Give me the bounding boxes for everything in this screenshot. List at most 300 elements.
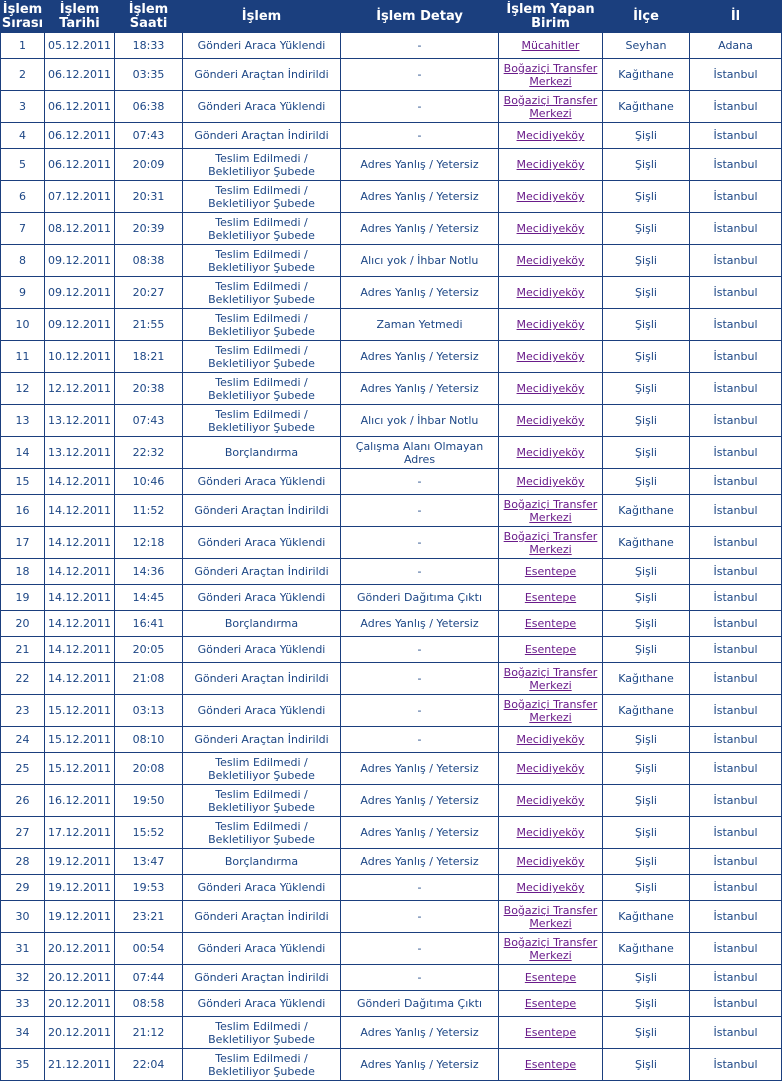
cell-birim — [499, 991, 602, 1016]
cell-islem: Gönderi Araca Yüklendi — [183, 469, 340, 494]
cell-islem: Gönderi Araca Yüklendi — [183, 33, 340, 58]
cell-ilce: Kağıthane — [603, 91, 689, 122]
cell-ilce: Şişli — [603, 277, 689, 308]
cell-birim — [499, 33, 602, 58]
cell-sira: 7 — [1, 213, 44, 244]
cell-birim — [499, 585, 602, 610]
table-row — [1, 585, 781, 610]
cell-sira: 17 — [1, 527, 44, 558]
cell-saat: 20:05 — [115, 637, 182, 662]
cell-il: İstanbul — [690, 663, 781, 694]
cell-sira: 5 — [1, 149, 44, 180]
cell-birim — [499, 469, 602, 494]
cell-il: İstanbul — [690, 611, 781, 636]
cell-birim — [499, 817, 602, 848]
table-row — [1, 181, 781, 212]
cell-detay: - — [341, 559, 498, 584]
branch-link[interactable]: Esentepe — [524, 565, 577, 578]
cell-saat: 14:36 — [115, 559, 182, 584]
cell-ilce: Şişli — [603, 611, 689, 636]
branch-link[interactable]: Mecidiyeköy — [516, 733, 585, 746]
branch-link[interactable]: Mecidiyeköy — [516, 190, 585, 203]
cell-sira: 23 — [1, 695, 44, 726]
cell-ilce: Şişli — [603, 181, 689, 212]
table-row — [1, 817, 781, 848]
cell-saat: 19:53 — [115, 875, 182, 900]
cell-tarih: 09.12.2011 — [45, 277, 114, 308]
table-row — [1, 405, 781, 436]
cell-islem: Teslim Edilmedi / Bekletiliyor Şubede — [183, 1049, 340, 1080]
cell-birim — [499, 559, 602, 584]
branch-link[interactable]: Mecidiyeköy — [516, 350, 585, 363]
table-row — [1, 437, 781, 468]
cell-birim — [499, 527, 602, 558]
branch-link[interactable]: Mecidiyeköy — [516, 762, 585, 775]
cell-saat: 12:18 — [115, 527, 182, 558]
cell-birim — [499, 1049, 602, 1080]
cell-detay: Çalışma Alanı Olmayan Adres — [341, 437, 498, 468]
cell-tarih: 09.12.2011 — [45, 245, 114, 276]
cell-tarih: 15.12.2011 — [45, 695, 114, 726]
cell-birim — [499, 753, 602, 784]
cell-islem: Gönderi Araçtan İndirildi — [183, 495, 340, 526]
cell-birim — [499, 727, 602, 752]
cell-islem: Borçlandırma — [183, 611, 340, 636]
cell-islem: Teslim Edilmedi / Bekletiliyor Şubede — [183, 753, 340, 784]
cell-birim — [499, 91, 602, 122]
branch-link[interactable]: Mecidiyeköy — [516, 286, 585, 299]
cell-ilce: Şişli — [603, 437, 689, 468]
cell-islem: Gönderi Araca Yüklendi — [183, 527, 340, 558]
cell-ilce: Şişli — [603, 753, 689, 784]
cell-tarih: 13.12.2011 — [45, 405, 114, 436]
cell-sira: 8 — [1, 245, 44, 276]
cell-saat: 18:21 — [115, 341, 182, 372]
cell-birim — [499, 695, 602, 726]
cell-tarih: 10.12.2011 — [45, 341, 114, 372]
table-row — [1, 695, 781, 726]
cell-saat: 03:13 — [115, 695, 182, 726]
cell-saat: 10:46 — [115, 469, 182, 494]
cell-tarih: 12.12.2011 — [45, 373, 114, 404]
cell-saat: 11:52 — [115, 495, 182, 526]
cell-il: İstanbul — [690, 585, 781, 610]
cell-ilce: Şişli — [603, 469, 689, 494]
cell-birim — [499, 309, 602, 340]
cell-islem: Teslim Edilmedi / Bekletiliyor Şubede — [183, 817, 340, 848]
branch-link[interactable]: Mecidiyeköy — [516, 826, 585, 839]
table-header — [1, 1, 781, 32]
cell-sira: 24 — [1, 727, 44, 752]
cell-ilce: Seyhan — [603, 33, 689, 58]
table-row — [1, 663, 781, 694]
cell-il: İstanbul — [690, 469, 781, 494]
cell-tarih: 14.12.2011 — [45, 637, 114, 662]
table-row — [1, 527, 781, 558]
header-tarih: İşlem Tarihi — [45, 1, 114, 32]
cell-saat: 20:31 — [115, 181, 182, 212]
cell-tarih: 16.12.2011 — [45, 785, 114, 816]
header-islem: İşlem — [183, 1, 340, 32]
cell-il: İstanbul — [690, 695, 781, 726]
table-row — [1, 727, 781, 752]
cell-tarih: 06.12.2011 — [45, 123, 114, 148]
cell-il: İstanbul — [690, 91, 781, 122]
cell-il: İstanbul — [690, 965, 781, 990]
cell-birim — [499, 849, 602, 874]
cell-ilce: Kağıthane — [603, 695, 689, 726]
cell-ilce: Şişli — [603, 817, 689, 848]
table-row — [1, 309, 781, 340]
branch-link[interactable]: Mecidiyeköy — [516, 318, 585, 331]
cell-saat: 21:08 — [115, 663, 182, 694]
cell-il: İstanbul — [690, 637, 781, 662]
header-birim: İşlem Yapan Birim — [499, 1, 602, 32]
cell-ilce: Şişli — [603, 965, 689, 990]
branch-link[interactable]: Boğaziçi Transfer Merkezi — [503, 93, 598, 120]
cell-birim — [499, 213, 602, 244]
cell-ilce: Şişli — [603, 637, 689, 662]
cell-saat: 20:38 — [115, 373, 182, 404]
cell-tarih: 14.12.2011 — [45, 469, 114, 494]
cell-islem: Gönderi Araçtan İndirildi — [183, 663, 340, 694]
cell-ilce: Şişli — [603, 405, 689, 436]
branch-link[interactable]: Mecidiyeköy — [516, 158, 585, 171]
table-row — [1, 373, 781, 404]
cell-sira: 31 — [1, 933, 44, 964]
cell-sira: 33 — [1, 991, 44, 1016]
cell-detay: - — [341, 59, 498, 90]
branch-link[interactable]: Esentepe — [524, 997, 577, 1010]
cell-il: İstanbul — [690, 59, 781, 90]
cell-tarih: 14.12.2011 — [45, 663, 114, 694]
cell-sira: 35 — [1, 1049, 44, 1080]
table-row — [1, 149, 781, 180]
cell-islem: Teslim Edilmedi / Bekletiliyor Şubede — [183, 181, 340, 212]
table-row — [1, 123, 781, 148]
cell-tarih: 20.12.2011 — [45, 933, 114, 964]
cell-birim — [499, 875, 602, 900]
cell-il: İstanbul — [690, 341, 781, 372]
cell-ilce: Kağıthane — [603, 495, 689, 526]
cell-il: İstanbul — [690, 785, 781, 816]
cell-il: İstanbul — [690, 309, 781, 340]
cell-il: İstanbul — [690, 123, 781, 148]
table-row — [1, 559, 781, 584]
branch-link[interactable]: Esentepe — [524, 591, 577, 604]
branch-link[interactable]: Boğaziçi Transfer Merkezi — [503, 665, 598, 692]
cell-ilce: Şişli — [603, 585, 689, 610]
cell-ilce: Şişli — [603, 245, 689, 276]
cell-birim — [499, 181, 602, 212]
cell-islem: Teslim Edilmedi / Bekletiliyor Şubede — [183, 309, 340, 340]
cell-tarih: 19.12.2011 — [45, 849, 114, 874]
table-body — [1, 33, 781, 1080]
cell-birim — [499, 405, 602, 436]
table-row — [1, 495, 781, 526]
branch-link[interactable]: Esentepe — [524, 1058, 577, 1071]
cell-detay: - — [341, 91, 498, 122]
table-row — [1, 277, 781, 308]
cell-tarih: 05.12.2011 — [45, 33, 114, 58]
header-saat: İşlem Saati — [115, 1, 182, 32]
cell-il: İstanbul — [690, 559, 781, 584]
table-row — [1, 469, 781, 494]
cell-islem: Teslim Edilmedi / Bekletiliyor Şubede — [183, 277, 340, 308]
table-row — [1, 1017, 781, 1048]
table-row — [1, 965, 781, 990]
cell-detay: Adres Yanlış / Yetersiz — [341, 611, 498, 636]
branch-link[interactable]: Mecidiyeköy — [516, 222, 585, 235]
cell-il: İstanbul — [690, 277, 781, 308]
cell-birim — [499, 637, 602, 662]
cell-saat: 20:09 — [115, 149, 182, 180]
cell-tarih: 21.12.2011 — [45, 1049, 114, 1080]
branch-link[interactable]: Boğaziçi Transfer Merkezi — [503, 497, 598, 524]
cell-detay: - — [341, 33, 498, 58]
cell-il: İstanbul — [690, 933, 781, 964]
table-row — [1, 611, 781, 636]
cell-islem: Gönderi Araca Yüklendi — [183, 91, 340, 122]
cell-islem: Borçlandırma — [183, 437, 340, 468]
cell-ilce: Şişli — [603, 559, 689, 584]
branch-link[interactable]: Boğaziçi Transfer Merkezi — [503, 61, 598, 88]
cell-islem: Teslim Edilmedi / Bekletiliyor Şubede — [183, 1017, 340, 1048]
cell-detay: Adres Yanlış / Yetersiz — [341, 213, 498, 244]
header-il: İl — [690, 1, 781, 32]
cell-saat: 07:44 — [115, 965, 182, 990]
cell-tarih: 15.12.2011 — [45, 753, 114, 784]
cell-sira: 29 — [1, 875, 44, 900]
header-sira: İşlem Sırası — [1, 1, 44, 31]
cell-islem: Gönderi Araçtan İndirildi — [183, 965, 340, 990]
cell-ilce: Şişli — [603, 123, 689, 148]
cell-saat: 07:43 — [115, 405, 182, 436]
cell-islem: Teslim Edilmedi / Bekletiliyor Şubede — [183, 785, 340, 816]
branch-link[interactable]: Mücahitler — [521, 39, 580, 52]
cell-sira: 1 — [1, 33, 44, 58]
branch-link[interactable]: Boğaziçi Transfer Merkezi — [503, 935, 598, 962]
cell-detay: - — [341, 901, 498, 932]
cell-detay: - — [341, 495, 498, 526]
cell-detay: Adres Yanlış / Yetersiz — [341, 373, 498, 404]
branch-link[interactable]: Mecidiyeköy — [516, 254, 585, 267]
cell-il: İstanbul — [690, 149, 781, 180]
cell-sira: 14 — [1, 437, 44, 468]
cell-saat: 00:54 — [115, 933, 182, 964]
branch-link[interactable]: Mecidiyeköy — [516, 129, 585, 142]
branch-link[interactable]: Esentepe — [524, 643, 577, 656]
cell-ilce: Şişli — [603, 1017, 689, 1048]
cell-detay: - — [341, 637, 498, 662]
branch-link[interactable]: Boğaziçi Transfer Merkezi — [503, 529, 598, 556]
cell-islem: Teslim Edilmedi / Bekletiliyor Şubede — [183, 213, 340, 244]
cell-detay: Adres Yanlış / Yetersiz — [341, 149, 498, 180]
cell-saat: 08:10 — [115, 727, 182, 752]
cell-islem: Gönderi Araçtan İndirildi — [183, 123, 340, 148]
cell-saat: 13:47 — [115, 849, 182, 874]
cell-saat: 14:45 — [115, 585, 182, 610]
cell-sira: 28 — [1, 849, 44, 874]
cell-detay: - — [341, 527, 498, 558]
cell-ilce: Kağıthane — [603, 901, 689, 932]
cell-islem: Gönderi Araca Yüklendi — [183, 875, 340, 900]
branch-link[interactable]: Mecidiyeköy — [516, 855, 585, 868]
cell-detay: Adres Yanlış / Yetersiz — [341, 1049, 498, 1080]
cell-il: İstanbul — [690, 849, 781, 874]
branch-link[interactable]: Mecidiyeköy — [516, 446, 585, 459]
cell-birim — [499, 1017, 602, 1048]
table-row — [1, 901, 781, 932]
cell-sira: 27 — [1, 817, 44, 848]
cell-sira: 3 — [1, 91, 44, 122]
table-row — [1, 59, 781, 90]
cell-sira: 22 — [1, 663, 44, 694]
branch-link[interactable]: Mecidiyeköy — [516, 382, 585, 395]
cell-detay: Adres Yanlış / Yetersiz — [341, 817, 498, 848]
cell-sira: 25 — [1, 753, 44, 784]
cell-saat: 20:27 — [115, 277, 182, 308]
cell-tarih: 08.12.2011 — [45, 213, 114, 244]
table-row — [1, 213, 781, 244]
cell-birim — [499, 495, 602, 526]
cell-tarih: 17.12.2011 — [45, 817, 114, 848]
cell-saat: 18:33 — [115, 33, 182, 58]
table-row — [1, 991, 781, 1016]
cell-islem: Teslim Edilmedi / Bekletiliyor Şubede — [183, 149, 340, 180]
branch-link[interactable]: Esentepe — [524, 617, 577, 630]
branch-link[interactable]: Mecidiyeköy — [516, 475, 585, 488]
cell-detay: Adres Yanlış / Yetersiz — [341, 753, 498, 784]
cell-saat: 07:43 — [115, 123, 182, 148]
cell-sira: 2 — [1, 59, 44, 90]
cell-ilce: Şişli — [603, 309, 689, 340]
cell-birim — [499, 277, 602, 308]
cell-birim — [499, 59, 602, 90]
cell-il: İstanbul — [690, 901, 781, 932]
branch-link[interactable]: Boğaziçi Transfer Merkezi — [503, 903, 598, 930]
cell-saat: 21:12 — [115, 1017, 182, 1048]
cell-saat: 22:04 — [115, 1049, 182, 1080]
table-row — [1, 245, 781, 276]
cell-saat: 08:38 — [115, 245, 182, 276]
cell-tarih: 06.12.2011 — [45, 91, 114, 122]
cell-sira: 9 — [1, 277, 44, 308]
cell-islem: Gönderi Araca Yüklendi — [183, 637, 340, 662]
cell-islem: Teslim Edilmedi / Bekletiliyor Şubede — [183, 373, 340, 404]
cell-detay: - — [341, 965, 498, 990]
cell-islem: Borçlandırma — [183, 849, 340, 874]
cell-il: İstanbul — [690, 1017, 781, 1048]
cell-detay: - — [341, 123, 498, 148]
cell-ilce: Kağıthane — [603, 59, 689, 90]
branch-link[interactable]: Esentepe — [524, 971, 577, 984]
table-row — [1, 753, 781, 784]
cell-tarih: 14.12.2011 — [45, 585, 114, 610]
cell-islem: Gönderi Araçtan İndirildi — [183, 901, 340, 932]
cell-il: Adana — [690, 33, 781, 58]
cell-tarih: 14.12.2011 — [45, 527, 114, 558]
table-row — [1, 91, 781, 122]
cell-ilce: Şişli — [603, 149, 689, 180]
cell-saat: 19:50 — [115, 785, 182, 816]
cell-tarih: 14.12.2011 — [45, 495, 114, 526]
cell-birim — [499, 933, 602, 964]
cell-tarih: 20.12.2011 — [45, 1017, 114, 1048]
cell-birim — [499, 965, 602, 990]
cell-detay: - — [341, 933, 498, 964]
branch-link[interactable]: Mecidiyeköy — [516, 794, 585, 807]
cell-tarih: 09.12.2011 — [45, 309, 114, 340]
cell-il: İstanbul — [690, 527, 781, 558]
cell-tarih: 20.12.2011 — [45, 991, 114, 1016]
branch-link[interactable]: Esentepe — [524, 1026, 577, 1039]
cell-islem: Gönderi Araca Yüklendi — [183, 585, 340, 610]
cell-il: İstanbul — [690, 495, 781, 526]
cell-sira: 6 — [1, 181, 44, 212]
cell-tarih: 20.12.2011 — [45, 965, 114, 990]
cell-saat: 22:32 — [115, 437, 182, 468]
cell-ilce: Şişli — [603, 1049, 689, 1080]
cell-sira: 10 — [1, 309, 44, 340]
cell-ilce: Şişli — [603, 341, 689, 372]
cell-sira: 11 — [1, 341, 44, 372]
cell-ilce: Kağıthane — [603, 527, 689, 558]
cell-birim — [499, 785, 602, 816]
branch-link[interactable]: Mecidiyeköy — [516, 414, 585, 427]
cell-sira: 18 — [1, 559, 44, 584]
cell-tarih: 14.12.2011 — [45, 559, 114, 584]
cell-detay: Zaman Yetmedi — [341, 309, 498, 340]
table-row — [1, 933, 781, 964]
cell-birim — [499, 149, 602, 180]
cell-detay: Gönderi Dağıtıma Çıktı — [341, 991, 498, 1016]
cell-birim — [499, 123, 602, 148]
cell-ilce: Şişli — [603, 785, 689, 816]
cell-tarih: 19.12.2011 — [45, 901, 114, 932]
branch-link[interactable]: Mecidiyeköy — [516, 881, 585, 894]
cell-sira: 30 — [1, 901, 44, 932]
cell-il: İstanbul — [690, 213, 781, 244]
header-row — [1, 1, 781, 32]
cell-sira: 4 — [1, 123, 44, 148]
cell-islem: Teslim Edilmedi / Bekletiliyor Şubede — [183, 341, 340, 372]
cell-il: İstanbul — [690, 373, 781, 404]
cell-detay: Adres Yanlış / Yetersiz — [341, 277, 498, 308]
cell-saat: 08:58 — [115, 991, 182, 1016]
cell-birim — [499, 437, 602, 468]
cell-il: İstanbul — [690, 1049, 781, 1080]
cell-sira: 12 — [1, 373, 44, 404]
cell-saat: 16:41 — [115, 611, 182, 636]
cell-il: İstanbul — [690, 181, 781, 212]
cell-ilce: Kağıthane — [603, 663, 689, 694]
cell-il: İstanbul — [690, 753, 781, 784]
cell-islem: Gönderi Araçtan İndirildi — [183, 559, 340, 584]
branch-link[interactable]: Boğaziçi Transfer Merkezi — [503, 697, 598, 724]
table-row — [1, 849, 781, 874]
cell-detay: - — [341, 695, 498, 726]
table-row — [1, 875, 781, 900]
cell-sira: 32 — [1, 965, 44, 990]
cell-tarih: 06.12.2011 — [45, 149, 114, 180]
cell-birim — [499, 663, 602, 694]
cell-islem: Gönderi Araçtan İndirildi — [183, 59, 340, 90]
cell-sira: 19 — [1, 585, 44, 610]
cell-tarih: 14.12.2011 — [45, 611, 114, 636]
cell-detay: - — [341, 663, 498, 694]
cell-detay: Alıcı yok / İhbar Notlu — [341, 245, 498, 276]
